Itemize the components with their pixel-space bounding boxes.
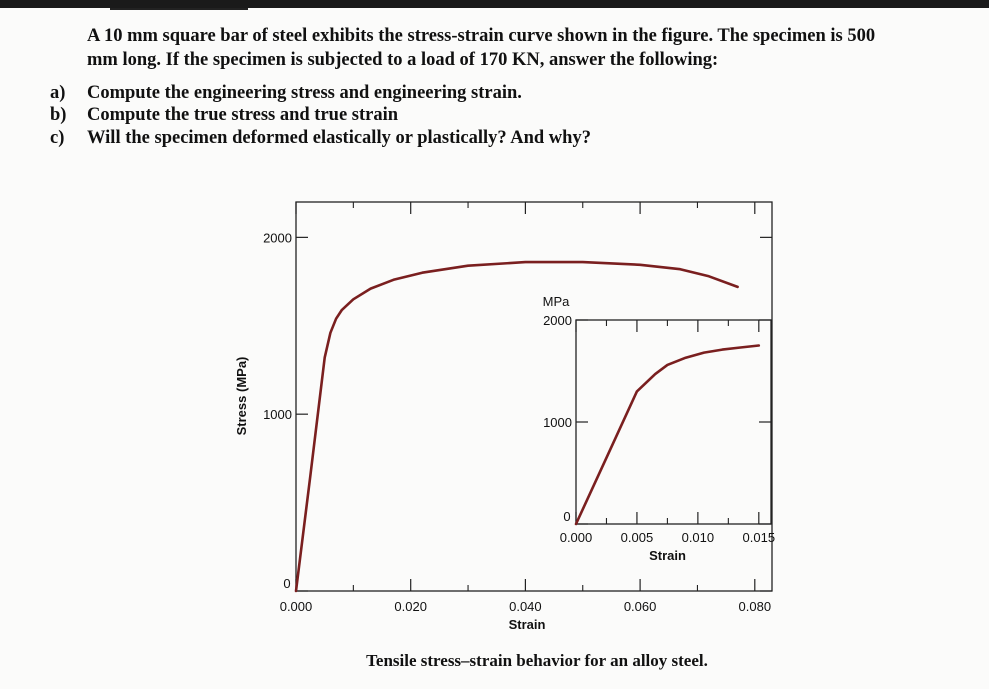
inset-frame [576,320,771,524]
item-b-marker: b) [50,105,67,125]
main-y-axis-title: Stress (MPa) [234,356,249,436]
inset-chart [543,294,775,563]
inset-y-tick-label: 0 [563,509,571,524]
main-x-tick-label: 0.020 [394,599,427,614]
inset-x-tick-label: 0.010 [681,530,715,545]
main-x-tick-label: 0.040 [509,599,542,614]
inset-x-axis-title: Strain [649,548,686,563]
problem-intro-line-2: mm long. If the specimen is subjected to a load of 170 KN, answer the following: [87,50,719,70]
inset-x-tick-label: 0.015 [742,530,776,545]
main-x-tick-label: 0.080 [738,599,772,614]
main-y-tick-label: 0 [283,576,291,591]
main-x-tick-label: 0.000 [279,599,313,614]
problem-intro-line-1: A 10 mm square bar of steel exhibits the stress-strain curve shown in the figure. The specimen is 500 [87,26,876,46]
main-y-tick-label: 1000 [263,407,292,423]
main-x-tick-label: 0.060 [623,599,657,614]
item-a-text: Compute the engineering stress and engineering strain. [87,83,522,103]
inset-x-tick-label: 0.000 [559,530,593,545]
item-c-marker: c) [50,128,65,148]
inset-y-unit-label: MPa [542,294,570,309]
main-x-axis-title: Strain [508,617,546,632]
item-b-text: Compute the true stress and true strain [87,105,399,125]
figure-caption: Tensile stress–strain behavior for an alloy steel. [366,651,708,670]
item-a-marker: a) [50,83,66,103]
inset-y-tick-label: 1000 [543,415,572,430]
inset-y-tick-label: 2000 [543,313,572,328]
inset-x-tick-label: 0.005 [620,530,654,545]
item-c-text: Will the specimen deformed elastically or plastically? And why? [87,128,591,148]
main-y-tick-label: 2000 [263,230,292,246]
